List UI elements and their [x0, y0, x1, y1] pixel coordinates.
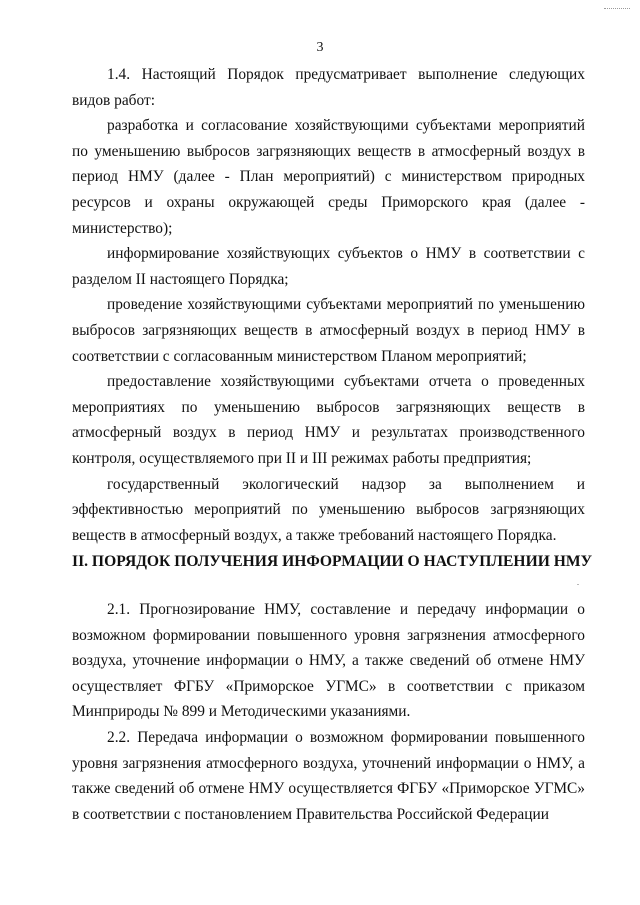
- list-item-measures: проведение хозяйствующими субъектами мероприятий по уменьшению выбросов загрязняющих веществ в атмосферный воздух в период НМУ в соответствии с согласованным министерством Планом мероприятий;: [72, 296, 585, 365]
- section-two-text: [72, 597, 585, 827]
- corner-mark: [604, 8, 630, 10]
- scan-speck: [577, 584, 579, 585]
- paragraph-2-1: 2.1. Прогнозирование НМУ, составление и передачу информации о возможном формировании повышенного уровня загрязнения атмосферного воздуха, уточнение информации о НМУ, а также сведений об отмене НМУ осуществляет ФГБУ «Приморское УГМС» в соответствии с приказом Минприроды № 899 и Методическими указаниями.: [72, 601, 585, 721]
- paragraph-2-2: 2.2. Передача информации о возможном формировании повышенного уровня загрязнения атмосферного воздуха, уточнений информации о НМУ, а также сведений об отмене НМУ осуществляется ФГБУ «Приморское УГМС» в соответствии с постановлением Правительства Российской Федерации: [72, 728, 585, 823]
- paragraph-1-4: 1.4. Настоящий Порядок предусматривает выполнение следующих видов работ:: [72, 66, 585, 109]
- list-item-reporting: предоставление хозяйствующими субъектами отчета о проведенных мероприятиях по уменьшению выбросов загрязняющих веществ в атмосферный воздух в период НМУ и результатах производственного контроля, осуществляемого при II и III режимах работы предприятия;: [72, 373, 585, 467]
- page-number: 3: [316, 40, 324, 55]
- list-item-informing: информирование хозяйствующих субъектов о НМУ в соответствии с разделом II настоящего Порядка;: [72, 245, 585, 288]
- list-item-supervision: государственный экологический надзор за выполнением и эффективностью мероприятий по уменьшению выбросов загрязняющих веществ в атмосферный воздух, а также требований настоящего Порядка.: [72, 475, 585, 544]
- section-two-heading: II. ПОРЯДОК ПОЛУЧЕНИЯ ИНФОРМАЦИИ О НАСТУПЛЕНИИ НМУ: [72, 553, 593, 570]
- section-one-text: [72, 62, 585, 548]
- list-item-development: разработка и согласование хозяйствующими субъектами мероприятий по уменьшению выбросов загрязняющих веществ в атмосферный воздух в период НМУ (далее - План мероприятий) с министерством природных ресурсов и охраны окружающей среды Приморского края (далее - министерство);: [72, 117, 585, 237]
